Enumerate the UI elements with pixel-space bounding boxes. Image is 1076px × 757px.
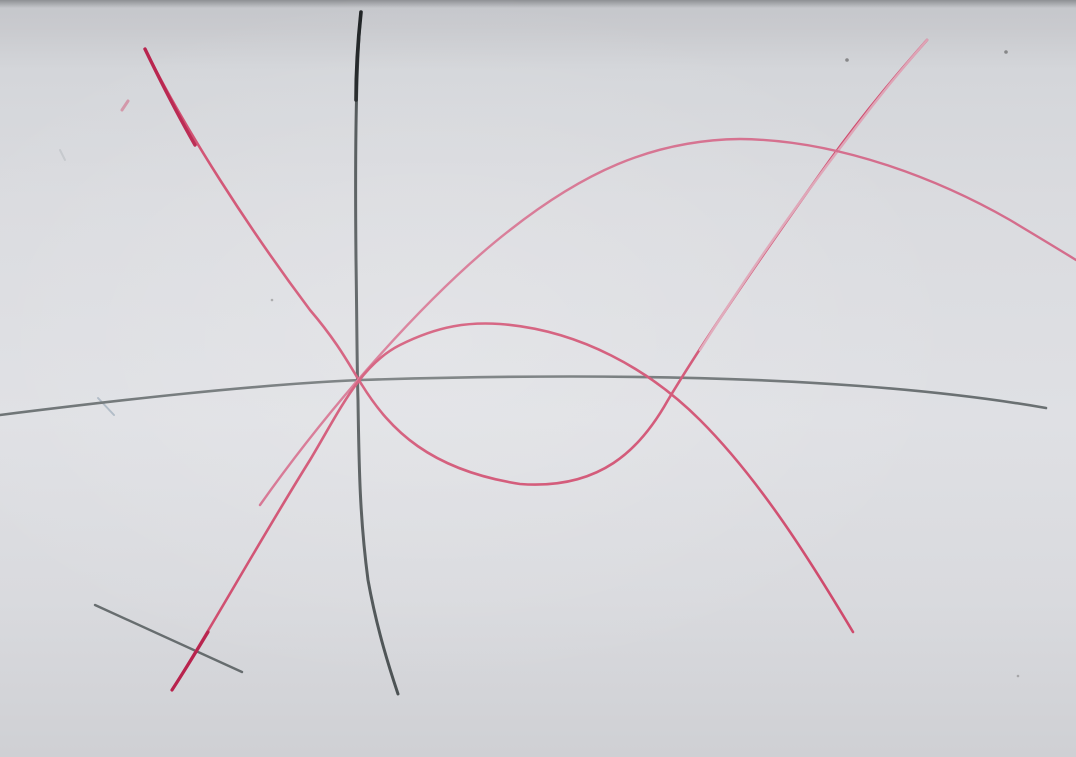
y-axis-top-ink xyxy=(356,12,361,100)
y-axis-stroke xyxy=(356,12,398,694)
red-descending-curve-start xyxy=(145,49,195,145)
ink-smudge xyxy=(60,150,65,160)
pink-large-arc xyxy=(260,139,1076,505)
red-hump-curve xyxy=(172,323,853,690)
dust-dot xyxy=(1017,675,1020,678)
dust-dot xyxy=(1004,50,1008,54)
red-hump-curve-start xyxy=(172,632,208,690)
ink-smudge xyxy=(122,101,128,110)
red-descending-curve xyxy=(145,40,927,485)
faded-ascending-tail xyxy=(700,40,927,350)
dust-dot xyxy=(271,299,274,302)
short-gray-stroke xyxy=(95,605,242,672)
whiteboard-marks xyxy=(60,50,1019,677)
dust-dot xyxy=(845,58,849,62)
x-axis-stroke xyxy=(0,376,1046,415)
